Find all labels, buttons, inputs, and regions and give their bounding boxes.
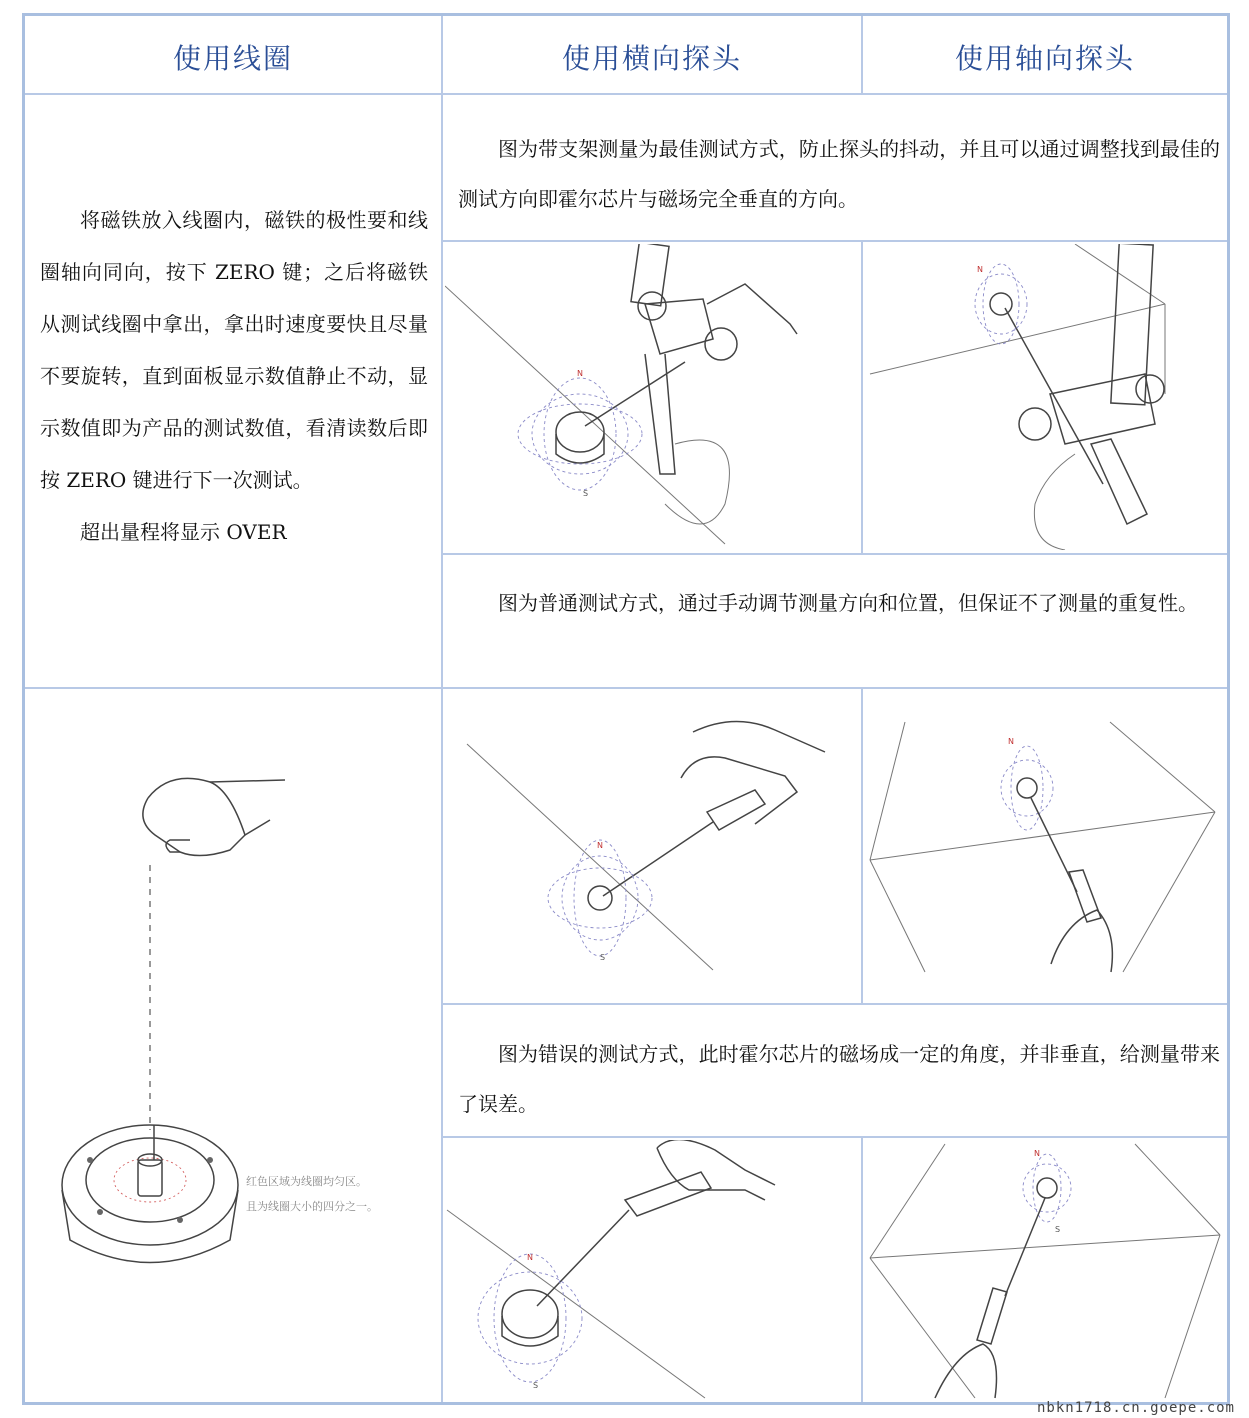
caption3-divider [442, 1136, 1227, 1138]
site-watermark: nbkn1718.cn.goepe.com [1036, 1400, 1235, 1416]
north-label: N [1008, 737, 1014, 746]
images2-divider [442, 1003, 1227, 1005]
south-label: S [1055, 1225, 1061, 1234]
col-divider-2-row2 [861, 687, 863, 1004]
axial-handheld-illustration [865, 692, 1225, 1000]
row-divider-main [25, 687, 1227, 689]
coil-instructions-paragraph: 将磁铁放入线圈内，磁铁的极性要和线圈轴向同向，按下 ZERO 键；之后将磁铁从测试线圈中拿出，拿出时速度要快且尽量不要旋转，直到面板显示数值静止不动，显示数值即为产品的测试数值，看清读数后即按 ZERO 键进行下一次测试。 [40, 208, 428, 492]
over-range-note: 超出量程将显示 OVER [80, 520, 287, 544]
axial-wrong-illustration [865, 1140, 1225, 1400]
south-label: S [533, 1381, 539, 1390]
col-divider-2-row3 [861, 1136, 863, 1402]
images1-divider [442, 553, 1227, 555]
caption-normal-method [458, 578, 1220, 628]
caption-wrong-method [458, 1029, 1220, 1129]
caption-best-text: 图为带支架测量为最佳测试方式，防止探头的抖动，并且可以通过调整找到最佳的测试方向即霍尔芯片与磁场完全垂直的方向。 [458, 137, 1220, 211]
north-label: N [1034, 1149, 1040, 1158]
header-transverse-probe: 使用横向探头 [561, 42, 742, 75]
axial-stand-illustration [865, 244, 1225, 550]
col-divider-1 [441, 16, 443, 1402]
transverse-stand-illustration [445, 244, 859, 550]
coil-illustration [30, 740, 438, 1300]
coil-note-line2: 且为线圈大小的四分之一。 [246, 1200, 378, 1213]
coil-instructions [40, 194, 428, 558]
north-label: N [977, 265, 983, 274]
north-label: N [597, 841, 603, 850]
header-coil: 使用线圈 [172, 42, 293, 75]
transverse-wrong-illustration [445, 1140, 859, 1400]
caption-best-method [458, 124, 1220, 224]
transverse-handheld-illustration [445, 692, 859, 1000]
col-divider-2-row1 [861, 240, 863, 554]
north-label: N [527, 1253, 533, 1262]
coil-note-line1: 红色区域为线圈均匀区。 [246, 1175, 367, 1188]
header-axial-probe: 使用轴向探头 [954, 42, 1135, 75]
caption1-divider [442, 240, 1227, 242]
south-label: S [600, 953, 606, 962]
caption-wrong-text: 图为错误的测试方式，此时霍尔芯片的磁场成一定的角度，并非垂直，给测量带来了误差。 [458, 1042, 1220, 1116]
caption-normal-text: 图为普通测试方式，通过手动调节测量方向和位置，但保证不了测量的重复性。 [498, 591, 1198, 615]
north-label: N [577, 369, 583, 378]
south-label: S [583, 489, 589, 498]
